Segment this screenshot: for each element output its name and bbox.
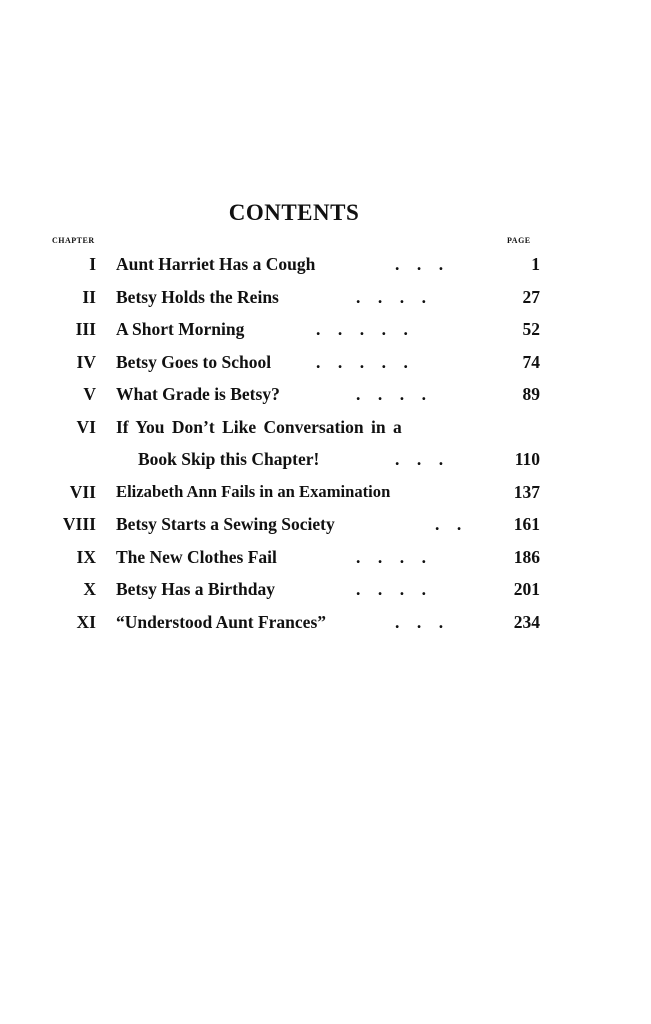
toc-entry bbox=[40, 380, 540, 413]
leader-dots: . . . . . bbox=[316, 319, 408, 339]
chapter-number: XI bbox=[76, 611, 96, 632]
page-number: 52 bbox=[522, 319, 540, 339]
toc-entry bbox=[40, 348, 540, 381]
chapter-title: Betsy Has a Birthday bbox=[116, 579, 275, 599]
chapter-title: Aunt Harriet Has a Cough bbox=[116, 254, 316, 274]
chapter-title-continued: Book Skip this Chapter! bbox=[138, 449, 320, 469]
page-number: 1 bbox=[531, 254, 540, 274]
toc-entry bbox=[40, 575, 540, 608]
chapter-number: VI bbox=[76, 416, 96, 437]
toc-entry bbox=[40, 510, 540, 543]
leader-dots: . . . . bbox=[356, 579, 426, 599]
leader-dots: . . bbox=[435, 514, 462, 534]
chapter-number: X bbox=[83, 579, 96, 599]
chapter-title: “Understood Aunt Frances” bbox=[116, 611, 327, 632]
toc-entry bbox=[40, 543, 540, 576]
leader-dots: . . . . bbox=[356, 384, 426, 404]
toc-entry bbox=[40, 315, 540, 348]
toc-entry bbox=[40, 250, 540, 283]
leader-dots: . . . bbox=[395, 611, 444, 632]
chapter-title: Betsy Starts a Sewing Society bbox=[116, 514, 335, 534]
leader-dots: . . . . bbox=[356, 546, 426, 567]
contents-heading: CONTENTS bbox=[228, 200, 360, 225]
chapter-column-label: CHAPTER bbox=[52, 236, 95, 245]
page-number: 234 bbox=[513, 611, 540, 632]
table-of-contents bbox=[40, 250, 540, 640]
chapter-number: IX bbox=[76, 546, 96, 567]
chapter-number: V bbox=[83, 384, 96, 404]
page-number: 201 bbox=[513, 579, 540, 599]
chapter-title: Elizabeth Ann Fails in an Examination bbox=[116, 481, 391, 501]
toc-entry bbox=[40, 608, 540, 641]
chapter-title: A Short Morning bbox=[116, 319, 245, 339]
leader-dots: . . . bbox=[395, 449, 444, 469]
page-number: 110 bbox=[514, 449, 540, 469]
chapter-number: II bbox=[82, 286, 96, 307]
leader-dots: . . . . bbox=[356, 286, 426, 307]
chapter-number: I bbox=[89, 254, 96, 274]
chapter-number: III bbox=[75, 319, 96, 339]
page-number: 89 bbox=[522, 384, 540, 404]
chapter-number: IV bbox=[76, 351, 96, 372]
page-number: 186 bbox=[513, 546, 540, 567]
toc-entry bbox=[40, 283, 540, 316]
page-number: 27 bbox=[522, 286, 540, 307]
page-number: 161 bbox=[513, 514, 540, 534]
leader-dots: . . . . . bbox=[316, 351, 408, 372]
chapter-title: The New Clothes Fail bbox=[116, 546, 277, 567]
chapter-number: VII bbox=[69, 481, 96, 502]
chapter-title: If You Don’t Like Conversation in a bbox=[116, 416, 402, 437]
page-column-label: PAGE bbox=[507, 236, 531, 245]
chapter-number: VIII bbox=[62, 514, 96, 534]
chapter-title: Betsy Holds the Reins bbox=[116, 286, 279, 307]
toc-entry bbox=[40, 413, 540, 478]
chapter-title: What Grade is Betsy? bbox=[116, 384, 280, 404]
toc-entry bbox=[40, 478, 540, 511]
chapter-title: Betsy Goes to School bbox=[116, 351, 272, 372]
page-number: 137 bbox=[513, 481, 540, 502]
page-number: 74 bbox=[522, 351, 540, 372]
leader-dots: . . . bbox=[395, 254, 444, 274]
